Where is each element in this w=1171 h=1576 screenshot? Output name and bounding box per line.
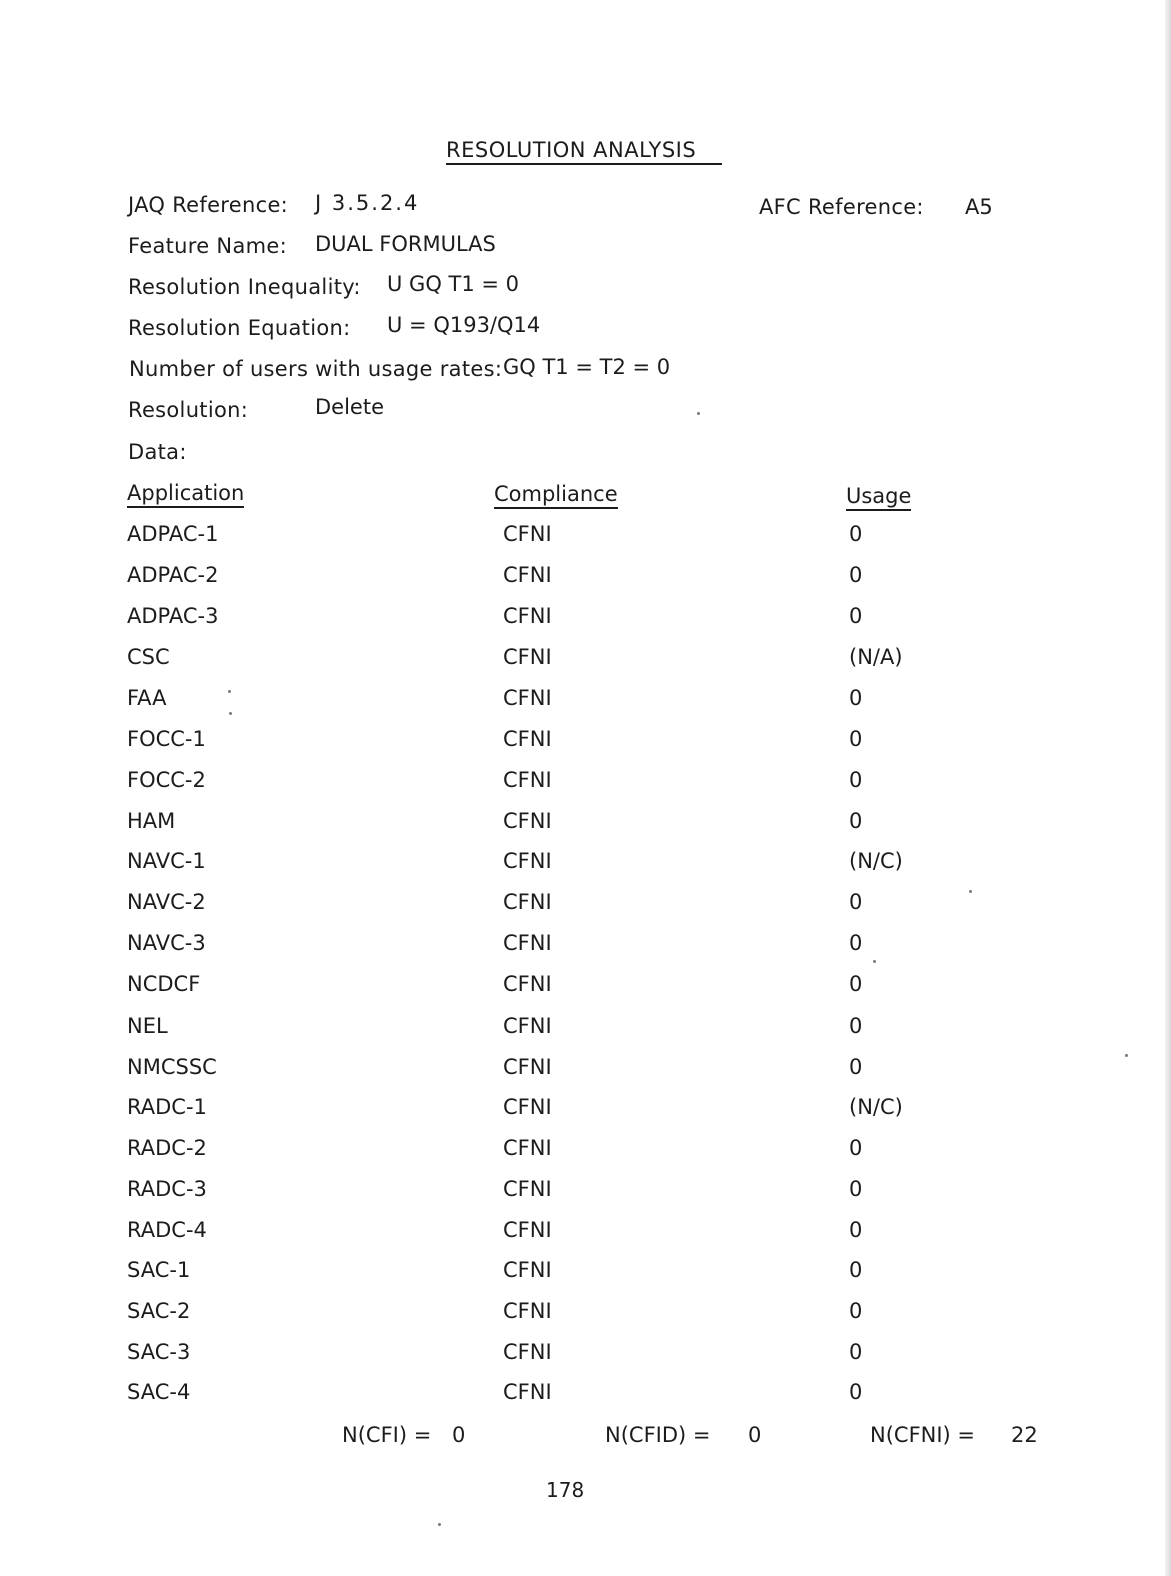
table-row [0,1095,1171,1125]
application-cell: NAVC-3 [127,931,206,955]
table-row [0,1218,1171,1248]
table-row [0,604,1171,634]
compliance-cell: CFNI [503,931,552,955]
scan-speck [438,1523,441,1526]
table-row [0,768,1171,798]
compliance-cell: CFNI [503,972,552,996]
usage-cell: 0 [849,1014,863,1038]
application-cell: SAC-3 [127,1340,191,1364]
application-cell: RADC-4 [127,1218,207,1242]
page-title: RESOLUTION ANALYSIS [446,138,722,165]
compliance-cell: CFNI [503,890,552,914]
resolution-value: Delete [315,395,384,419]
application-cell: NMCSSC [127,1055,217,1079]
compliance-cell: CFNI [503,1055,552,1079]
cfi-total-value: 0 [452,1423,466,1447]
cfni-total-label: N(CFNI) = [870,1423,976,1447]
afc-reference-label: AFC Reference: [759,195,924,219]
table-row [0,1258,1171,1288]
compliance-cell: CFNI [503,768,552,792]
usage-cell: (N/C) [849,849,903,873]
application-cell: SAC-4 [127,1380,191,1404]
usage-cell: 0 [849,972,863,996]
usage-cell: 0 [849,1136,863,1160]
table-row [0,1340,1171,1370]
table-row [0,563,1171,593]
compliance-cell: CFNI [503,1218,552,1242]
compliance-cell: CFNI [503,1136,552,1160]
afc-reference-value: A5 [965,195,993,219]
usage-cell: 0 [849,1299,863,1323]
feature-name-value: DUAL FORMULAS [315,232,496,256]
usage-cell: 0 [849,809,863,833]
scan-speck [1125,1054,1128,1057]
table-row [0,931,1171,961]
usage-cell: 0 [849,686,863,710]
usage-cell: 0 [849,1055,863,1079]
scan-speck [228,690,231,693]
scan-speck [229,712,232,715]
usage-cell: 0 [849,1218,863,1242]
application-cell: FAA [127,686,167,710]
jaq-reference-label: JAQ Reference: [128,193,289,217]
users-usage-label: Number of users with usage rates: [129,357,503,381]
compliance-cell: CFNI [503,686,552,710]
compliance-cell: CFNI [503,1177,552,1201]
application-cell: RADC-1 [127,1095,207,1119]
application-cell: FOCC-1 [127,727,206,751]
resolution-inequality-label: Resolution Inequality: [128,275,361,299]
table-row [0,809,1171,839]
usage-cell: 0 [849,727,863,751]
users-usage-value: GQ T1 = T2 = 0 [503,355,671,379]
usage-cell: 0 [849,931,863,955]
usage-cell: 0 [849,768,863,792]
cfid-total-value: 0 [748,1423,762,1447]
usage-cell: 0 [849,604,863,628]
usage-cell: 0 [849,890,863,914]
compliance-cell: CFNI [503,1299,552,1323]
compliance-cell: CFNI [503,809,552,833]
compliance-cell: CFNI [503,645,552,669]
table-row [0,849,1171,879]
usage-cell: 0 [849,1177,863,1201]
table-row [0,1014,1171,1044]
application-cell: SAC-1 [127,1258,191,1282]
usage-cell: 0 [849,522,863,546]
scan-speck [873,960,876,963]
application-cell: FOCC-2 [127,768,206,792]
compliance-cell: CFNI [503,563,552,587]
table-row [0,727,1171,757]
compliance-cell: CFNI [503,1014,552,1038]
application-cell: ADPAC-1 [127,522,219,546]
column-header-usage: Usage [846,484,911,511]
compliance-cell: CFNI [503,522,552,546]
compliance-cell: CFNI [503,604,552,628]
jaq-reference-value: J 3.5.2.4 [315,191,420,215]
feature-name-label: Feature Name: [128,234,287,258]
table-row [0,1136,1171,1166]
compliance-cell: CFNI [503,849,552,873]
table-row [0,1055,1171,1085]
table-row [0,890,1171,920]
column-header-compliance: Compliance [494,482,618,509]
column-header-application: Application [127,481,244,508]
table-row [0,522,1171,552]
table-row [0,972,1171,1002]
application-cell: ADPAC-2 [127,563,219,587]
table-row [0,1177,1171,1207]
cfni-total-value: 22 [1011,1423,1038,1447]
compliance-cell: CFNI [503,1380,552,1404]
usage-cell: (N/C) [849,1095,903,1119]
resolution-equation-value: U = Q193/Q14 [387,313,541,337]
compliance-cell: CFNI [503,1340,552,1364]
usage-cell: 0 [849,1340,863,1364]
application-cell: SAC-2 [127,1299,191,1323]
usage-cell: 0 [849,563,863,587]
table-row [0,1299,1171,1329]
usage-cell: 0 [849,1258,863,1282]
table-row [0,1380,1171,1410]
application-cell: NAVC-2 [127,890,206,914]
usage-cell: (N/A) [849,645,903,669]
table-row [0,686,1171,716]
resolution-label: Resolution: [128,398,249,422]
page-number: 178 [546,1478,585,1502]
application-cell: NCDCF [127,972,201,996]
compliance-cell: CFNI [503,1095,552,1119]
cfid-total-label: N(CFID) = [605,1423,711,1447]
application-cell: CSC [127,645,170,669]
resolution-equation-label: Resolution Equation: [128,316,351,340]
application-cell: ADPAC-3 [127,604,219,628]
application-cell: NEL [127,1014,168,1038]
cfi-total-label: N(CFI) = [342,1423,432,1447]
scan-speck [969,890,972,893]
application-cell: RADC-3 [127,1177,207,1201]
table-row [0,645,1171,675]
application-cell: NAVC-1 [127,849,206,873]
scan-speck [697,412,700,415]
compliance-cell: CFNI [503,727,552,751]
application-cell: RADC-2 [127,1136,207,1160]
compliance-cell: CFNI [503,1258,552,1282]
application-cell: HAM [127,809,176,833]
usage-cell: 0 [849,1380,863,1404]
data-label: Data: [128,440,187,464]
resolution-inequality-value: U GQ T1 = 0 [387,272,520,296]
